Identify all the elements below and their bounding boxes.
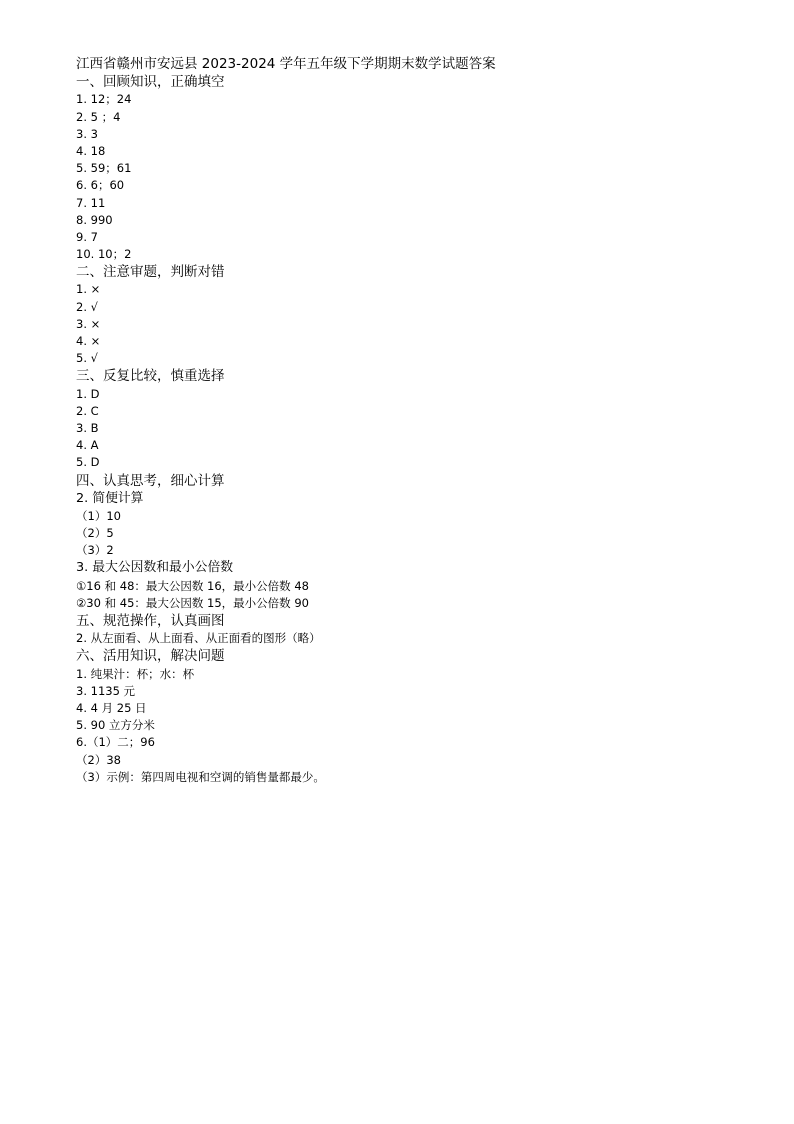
answer-line: 3. × — [76, 316, 101, 331]
answer-line: 3. B — [76, 420, 99, 435]
answer-line: 10. 10；2 — [76, 247, 132, 262]
answer-line: 5. D — [76, 455, 100, 470]
answer-line: ②30 和 45：最大公因数 15，最小公倍数 90 — [76, 595, 309, 610]
answer-line: （2）5 — [76, 526, 114, 541]
section-5-heading: 五、规范操作，认真画图 — [76, 613, 225, 629]
answer-line: 8. 990 — [76, 212, 113, 227]
answer-line: 1. D — [76, 386, 100, 401]
answer-line: 1. 纯果汁：杯；水：杯 — [76, 666, 195, 681]
answer-line: 2. C — [76, 403, 99, 418]
answer-line: 2. 5 ；4 — [76, 109, 121, 124]
question-3-heading: 3. 最大公因数和最小公倍数 — [76, 560, 234, 576]
section-6-heading: 六、活用知识，解决问题 — [76, 648, 225, 665]
answer-line: 9. 7 — [76, 229, 98, 244]
answer-line: 5. √ — [76, 351, 98, 366]
answer-line: 1. × — [76, 282, 101, 297]
section-3-heading: 三、反复比较，慎重选择 — [76, 368, 225, 385]
answer-line: 3. 1135 元 — [76, 683, 136, 698]
question-2-heading: 2. 简便计算 — [76, 490, 144, 506]
answer-line: 1. 12；24 — [76, 92, 132, 107]
answer-line: 3. 3 — [76, 126, 98, 141]
answer-line: 5. 90 立方分米 — [76, 718, 155, 733]
section-2-heading: 二、注意审题，判断对错 — [76, 264, 225, 281]
answer-line: 7. 11 — [76, 195, 106, 210]
document-title: 江西省赣州市安远县 2023-2024 学年五年级下学期期末数学试题答案 — [76, 56, 496, 72]
answer-line: 2. √ — [76, 299, 98, 314]
answer-line: （3）2 — [76, 543, 114, 558]
answer-line: 4. × — [76, 334, 101, 348]
answer-line: （3）示例：第四周电视和空调的销售量都最少。 — [76, 769, 325, 784]
answer-line: （2）38 — [76, 752, 121, 767]
answer-line: 4. 18 — [76, 143, 106, 158]
answer-line: 4. 4 月 25 日 — [76, 700, 147, 715]
section-4-heading: 四、认真思考，细心计算 — [76, 472, 225, 489]
section-1-heading: 一、回顾知识，正确填空 — [76, 74, 225, 91]
answer-document — [76, 55, 736, 786]
answer-line: 6.（1）二；96 — [76, 735, 155, 750]
answer-line: （1）10 — [76, 508, 121, 523]
answer-line: 2. 从左面看、从上面看、从正面看的图形（略） — [76, 631, 321, 646]
answer-line: 6. 6；60 — [76, 178, 125, 193]
answer-line: ①16 和 48：最大公因数 16，最小公倍数 48 — [76, 578, 309, 593]
answer-line: 4. A — [76, 438, 99, 453]
answer-line: 5. 59；61 — [76, 161, 132, 176]
